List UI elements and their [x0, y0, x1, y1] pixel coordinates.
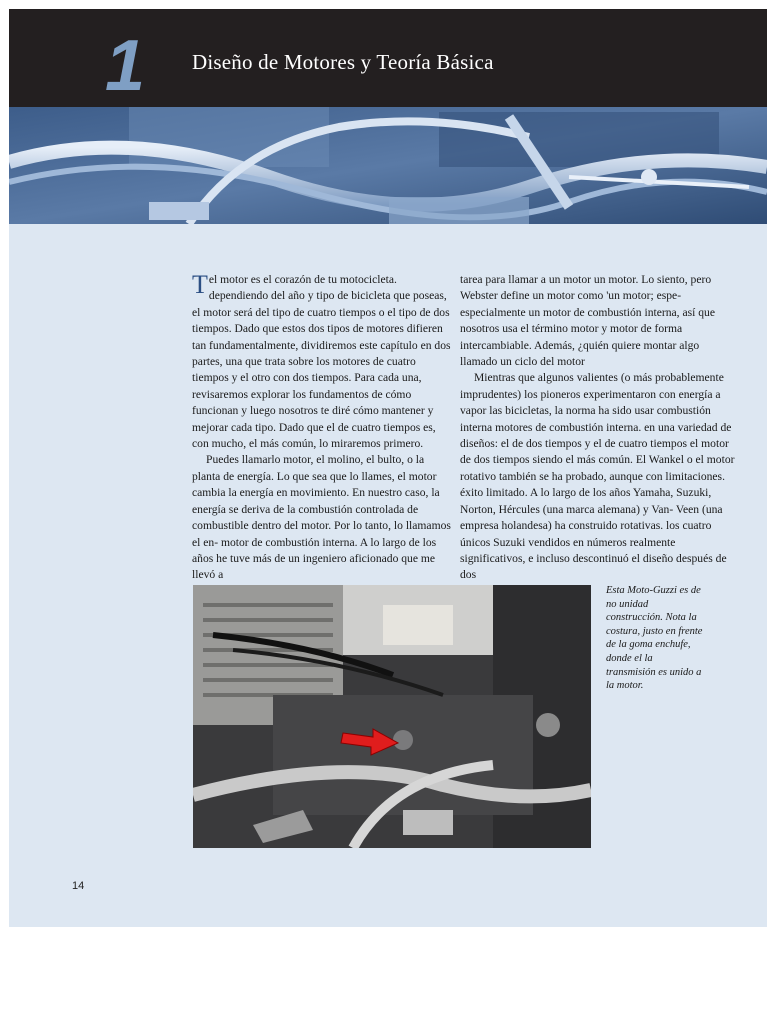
- paragraph: tarea para llamar a un motor un motor. Lo siento, pero Webster define un motor como 'un motor; espe- especialmente un motor de combustión interna, así que nosotros usa el término motor y motor de forma intercambiable. Además, ¿quién quiere montar algo llamado un ciclo del motor: [460, 273, 715, 369]
- text-column-1: [192, 272, 454, 584]
- paragraph: el motor es el corazón de tu motocicleta. dependiendo del año y tipo de bicicleta que poseas, el motor será del tipo de cuatro tiempos o el tipo de dos tiempos. Dado que estos dos tipos de motores difieren tan fundamentalmente, dividiremos este capítulo en dos partes, una que trata sobre los motores de cuatro tiempos y el otro con dos tiempos. Para cada una, revisaremos explorar los fundamentos de cómo funcionan y luego nosotros te diré cómo mantener y mejorar cada tipo. Dado que el de cuatro tiempos es, con mucho, el más común, lo miraremos primero.: [192, 273, 451, 451]
- chapter-number: 1: [105, 30, 146, 96]
- page-number: 14: [72, 880, 85, 892]
- paragraph: Mientras que algunos valientes (o más probablemente imprudentes) los pioneros experimentaron con energía a vapor las bicicletas, la norma ha sido usar combustión interna motores de combustión interna. en una variedad de diseños: el de dos tiempos y el de cuatro tiempos el motor de dos tiempos siendo el más común. El Wankel o el motor rotativo también se ha probado, aunque con limitaciones. éxito limitado. A lo largo de los años Yamaha, Suzuki, Norton, Hércules (una marca alemana) y Van- Veen (una empresa holandesa) ha construido rotativas. los cuatro únicos Suzuki vendidos en números realmente significativos, e incluso descontinuó el diseño después de dos: [460, 371, 735, 582]
- photo-caption: Esta Moto-Guzzi es de no unidad construcción. Nota la costura, justo en frente de la goma enchufe, donde el la transmisión es unido a la motor.: [606, 585, 703, 692]
- chapter-number-graphic: [103, 30, 151, 96]
- paragraph: Puedes llamarlo motor, el molino, el bulto, o la planta de energía. Lo que sea que lo llames, el motor cambia la energía en movimiento. En nuestro caso, la energía se deriva de la combustión controlada de combustible dentro del motor. Por lo tanto, lo llamamos el en- motor de combustión interna. A lo largo de los años he tuve más de un ingeniero aficionado que me llevó a: [192, 453, 451, 582]
- drop-cap: T: [192, 270, 208, 299]
- engine-photo: [193, 585, 591, 848]
- text-column-2: [460, 272, 738, 584]
- chapter-title: Diseño de Motores y Teoría Básica: [192, 50, 494, 74]
- header-engine-photo: [9, 107, 767, 224]
